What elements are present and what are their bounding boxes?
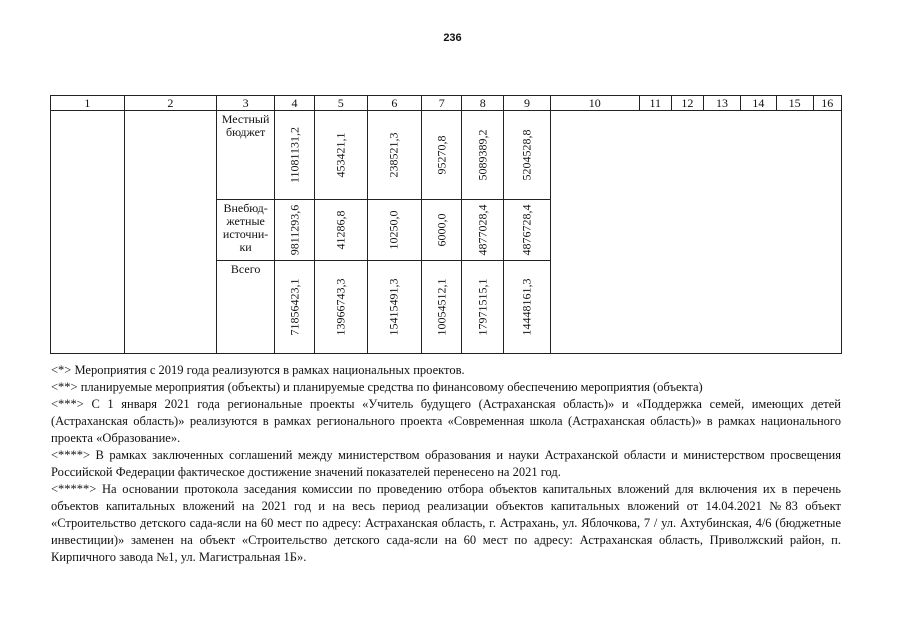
col-number: 1	[51, 96, 125, 111]
cell-value: 17971515,1	[475, 278, 490, 336]
table-cell	[422, 200, 462, 261]
cell-value: 5204528,8	[519, 129, 534, 181]
table-cell	[422, 261, 462, 354]
footnote: <*> Мероприятия с 2019 года реализуются в рамках национальных проектов.	[51, 363, 465, 377]
col-number: 4	[275, 96, 315, 111]
table-cell	[367, 200, 422, 261]
col-number: 11	[639, 96, 671, 111]
table-cell	[422, 111, 462, 200]
cell-value: 5089389,2	[475, 129, 490, 181]
cell-value: 6000,0	[434, 213, 449, 247]
footnote: <***> С 1 января 2021 года региональные проекты «Учитель будущего (Астраханская область)» и «Поддержка семей, имеющих детей (Астраханская область)» реализуются в рамках регионального проекта «Современная школа (Астраханская область)» в рамках национального проекта «Образование».	[51, 397, 841, 445]
footnote: <*****> На основании протокола заседания комиссии по проведению отбора объектов капитальных вложений для включения их в перечень объектов капитальных вложений на 2021 год и на весь период реализации объектов капитальных вложений от 14.04.2021 №83 объект «Строительство детского сада-ясли на 60 мест по адресу: Астраханская область, г. Астрахань, ул. Яблочкова, 7 / ул. Ахтубинская, 4/6 (бюджетные инвестиции)» заменен на объект «Строительство детского сада-ясли на 60 мест по адресу: Астраханская область, Приволжский район, п. Кирпичного завода №1, ул. Магистральная 1Б».	[51, 482, 841, 564]
col-number: 14	[740, 96, 776, 111]
cell-value: 11081131,2	[287, 126, 302, 184]
cell-value: 4877028,4	[475, 204, 490, 256]
col-number: 5	[315, 96, 368, 111]
table-cell	[504, 261, 550, 354]
col-number: 6	[367, 96, 422, 111]
empty-cell	[51, 111, 125, 354]
table-cell	[462, 111, 504, 200]
footnote: <**> планируемые мероприятия (объекты) и планируемые средства по финансовому обеспечению мероприятия (объекта)	[51, 380, 703, 394]
col-number: 10	[550, 96, 639, 111]
table-cell	[275, 200, 315, 261]
col-number: 13	[704, 96, 741, 111]
cell-value: 9811293,6	[287, 204, 302, 256]
cell-value: 71856423,1	[287, 278, 302, 336]
col-number: 9	[504, 96, 550, 111]
cell-value: 41286,8	[333, 210, 348, 250]
table-cell	[367, 261, 422, 354]
footnote: <****> В рамках заключенных соглашений между министерством образования и науки Астраханской области и министерством просвещения Российской Федерации фактическое достижение значений показателей перенесено на 2021 год.	[51, 448, 841, 479]
col-number: 3	[217, 96, 275, 111]
cell-value: 10054512,1	[434, 278, 449, 336]
table-cell	[462, 261, 504, 354]
footnotes	[51, 362, 841, 566]
cell-value: 10250,0	[386, 210, 401, 250]
cell-value: 14448161,3	[519, 278, 534, 336]
empty-cell	[550, 111, 841, 354]
table-cell	[315, 111, 368, 200]
cell-value: 453421,1	[333, 132, 348, 178]
table-row	[51, 111, 842, 200]
row-label: Всего	[217, 261, 275, 354]
col-number: 12	[671, 96, 704, 111]
cell-value: 4876728,4	[519, 204, 534, 256]
cell-value: 13966743,3	[333, 278, 348, 336]
cell-value: 95270,8	[434, 135, 449, 175]
col-number: 7	[422, 96, 462, 111]
table-cell	[315, 261, 368, 354]
row-label: Внебюд-жетные источни-ки	[217, 200, 275, 261]
col-number: 16	[813, 96, 842, 111]
col-number: 2	[124, 96, 217, 111]
table-cell	[462, 200, 504, 261]
table-cell	[504, 200, 550, 261]
table-header-row	[51, 96, 842, 111]
table-cell	[367, 111, 422, 200]
budget-table	[50, 95, 842, 354]
page-number: 236	[443, 32, 462, 44]
row-label: Местный бюджет	[217, 111, 275, 200]
table-cell	[504, 111, 550, 200]
cell-value: 15415491,3	[386, 278, 401, 336]
col-number: 15	[776, 96, 813, 111]
col-number: 8	[462, 96, 504, 111]
table-cell	[315, 200, 368, 261]
cell-value: 238521,3	[386, 132, 401, 178]
table-cell	[275, 261, 315, 354]
empty-cell	[124, 111, 217, 354]
table-cell	[275, 111, 315, 200]
